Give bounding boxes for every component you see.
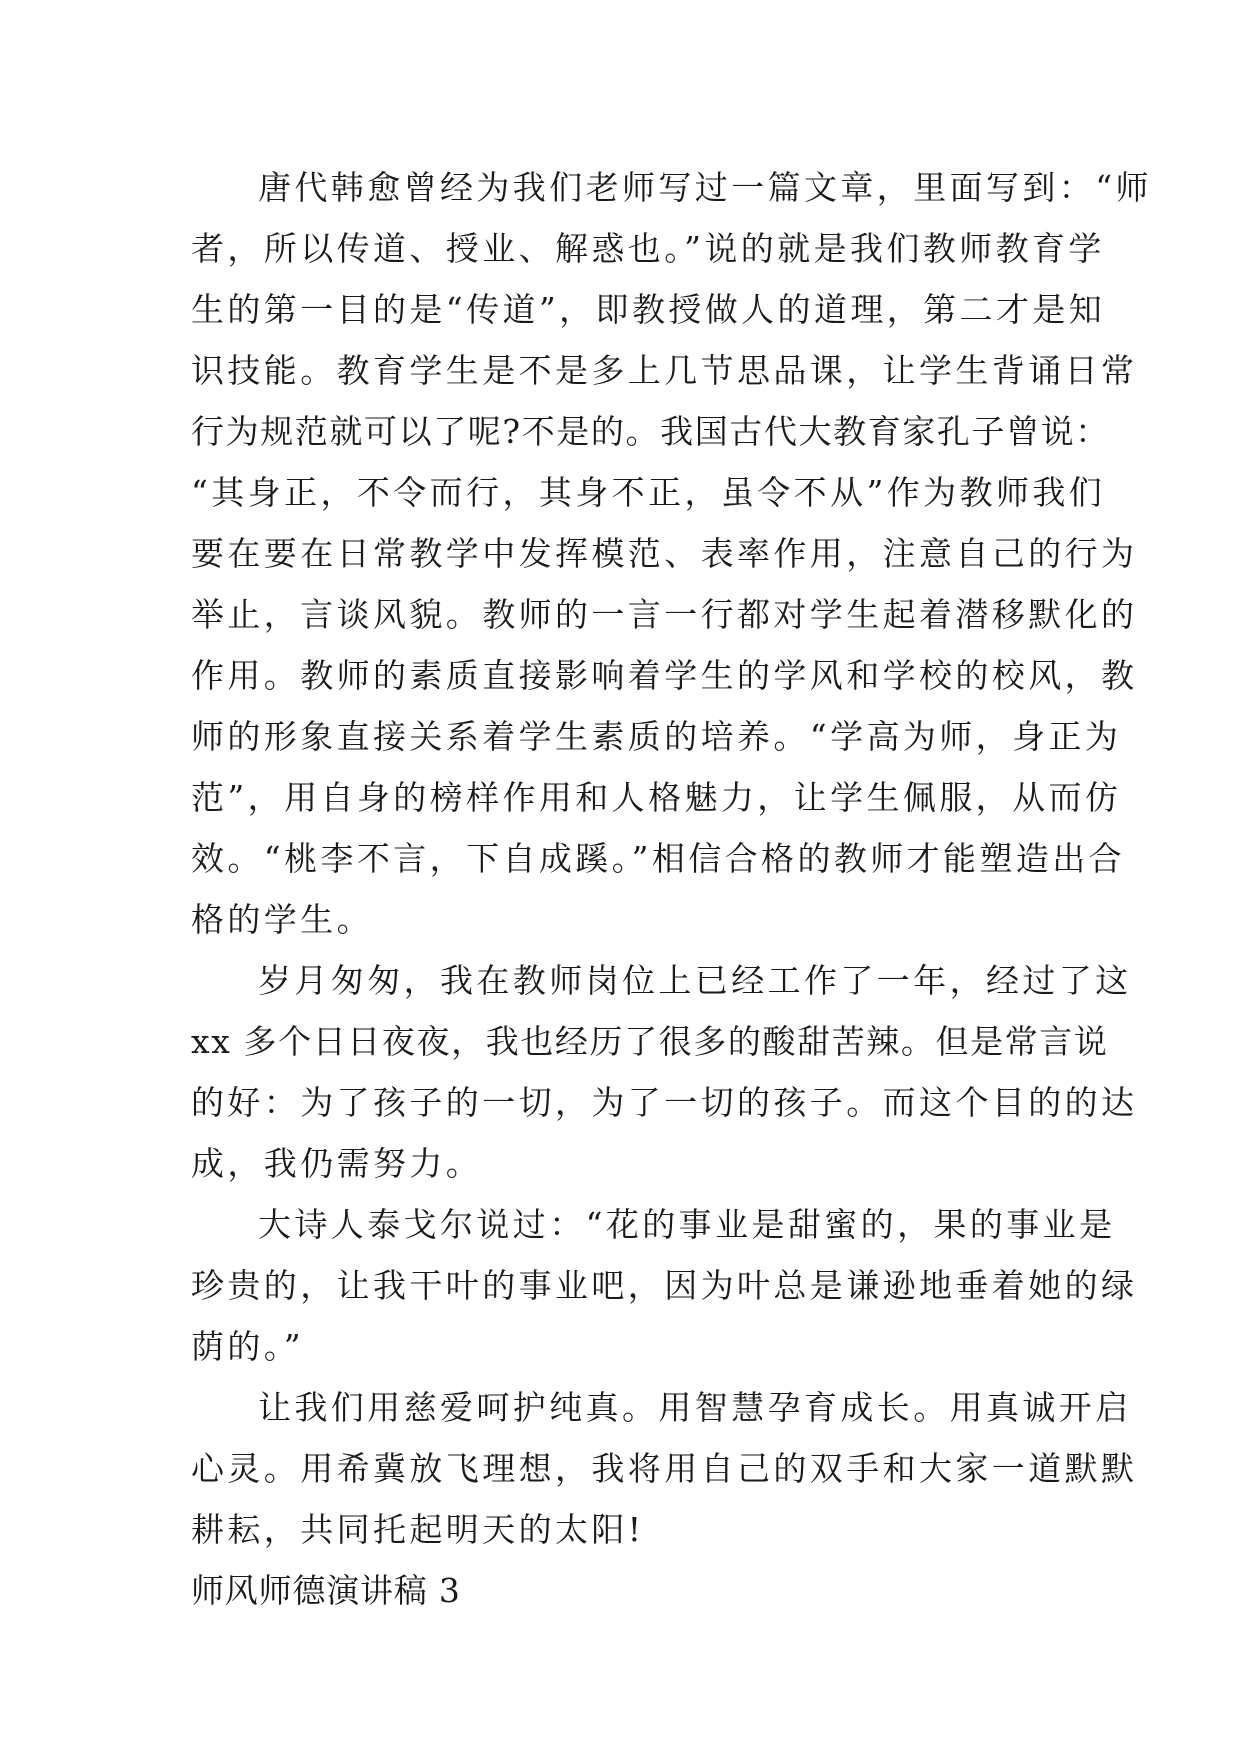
text-line: 行为规范就可以了呢?不是的。我国古代大教育家孔子曾说： bbox=[191, 412, 1110, 451]
text-line: 荫的。” bbox=[191, 1327, 304, 1366]
section-heading: 师风师德演讲稿 3 bbox=[191, 1571, 461, 1610]
document-body bbox=[191, 157, 1152, 1621]
text-line: 生的第一目的是“传道”，即教授做人的道理，第二才是知 bbox=[191, 290, 1106, 329]
text-line: 格的学生。 bbox=[191, 900, 373, 939]
text-line: 岁月匆匆，我在教师岗位上已经工作了一年，经过了这 bbox=[258, 961, 1132, 1000]
text-line: 唐代韩愈曾经为我们老师写过一篇文章，里面写到：“师 bbox=[258, 168, 1152, 207]
text-line: 要在要在日常教学中发挥模范、表率作用，注意自己的行为 bbox=[191, 534, 1138, 573]
text-line: 效。“桃李不言，下自成蹊。”相信合格的教师才能塑造出合 bbox=[191, 839, 1126, 878]
text-line: 成，我仍需努力。 bbox=[191, 1144, 483, 1183]
text-line: 大诗人泰戈尔说过：“花的事业是甜蜜的，果的事业是 bbox=[258, 1205, 1116, 1244]
text-line: “其身正，不令而行，其身不正，虽令不从”作为教师我们 bbox=[191, 473, 1106, 512]
text-line: 珍贵的，让我干叶的事业吧，因为叶总是谦逊地垂着她的绿 bbox=[191, 1266, 1138, 1305]
text-line: 识技能。教育学生是不是多上几节思品课，让学生背诵日常 bbox=[191, 351, 1138, 390]
text-line: 举止，言谈风貌。教师的一言一行都对学生起着潜移默化的 bbox=[191, 595, 1138, 634]
text-line: 者，所以传道、授业、解惑也。”说的就是我们教师教育学 bbox=[191, 229, 1105, 268]
text-line: 师的形象直接关系着学生素质的培养。“学高为师，身正为 bbox=[191, 717, 1122, 756]
text-line: 耕耘，共同托起明天的太阳! bbox=[191, 1510, 645, 1549]
text-line: 心灵。用希冀放飞理想，我将用自己的双手和大家一道默默 bbox=[191, 1449, 1138, 1488]
text-line: 范”，用自身的榜样作用和人格魅力，让学生佩服，从而仿 bbox=[191, 778, 1122, 817]
text-line: xx 多个日日夜夜，我也经历了很多的酸甜苦辣。但是常言说 bbox=[191, 1022, 1109, 1061]
text-line: 作用。教师的素质直接影响着学生的学风和学校的校风，教 bbox=[191, 656, 1138, 695]
text-line: 让我们用慈爱呵护纯真。用智慧孕育成长。用真诚开启 bbox=[258, 1388, 1132, 1427]
text-line: 的好：为了孩子的一切，为了一切的孩子。而这个目的的达 bbox=[191, 1083, 1138, 1122]
